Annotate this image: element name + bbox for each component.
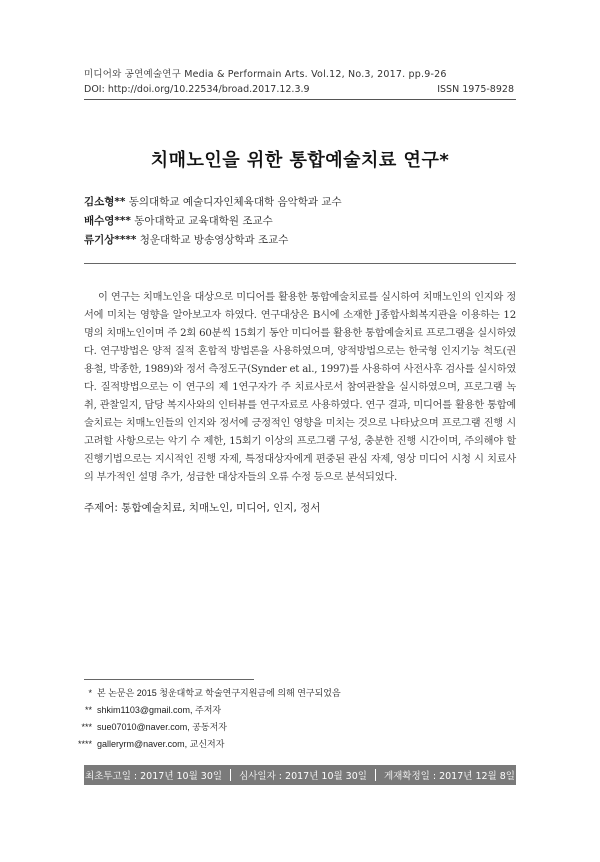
header-divider [84,99,516,100]
footnote [76,686,341,699]
footnote-mark: **** [77,739,92,749]
footnote-mark: * [88,688,92,698]
journal-header: 미디어와 공연예술연구 Media & Performain Arts. Vol.12, No.3, 2017. pp.9-26 [84,69,447,80]
footnote-divider [84,679,254,680]
footnote-text: 본 논문은 2015 청운대학교 학술연구지원금에 의해 연구되었음 [97,688,341,698]
section-divider [84,263,516,264]
author-line [84,232,288,247]
author-name: 배수영*** [84,215,131,227]
author-name: 김소형** [84,196,126,208]
author-line [84,213,273,228]
abstract-text: 이 연구는 치매노인을 대상으로 미디어를 활용한 통합예술치료를 실시하여 치매노인의 인지와 정서에 미치는 영향을 알아보고자 하였다. 연구대상은 B시에 소재한 J종합사회복지관을 이용하는 12명의 치매노인이며 주 2회 60분씩 15회기 동안 미디어를 활용한 통합예술치료 프로그램을 실시하였다. 연구방법은 양적 질적 혼합적 방법론을 사용하였으며, 양적방법으로는 한국형 인지기능 척도(권용철, 박종한, 1989)와 정서 측정도구(Synder et al., 1997)를 사용하여 사전사후 검사를 실시하였다. 질적방법으로는 이 연구의 제 1연구자가 주 치료사로서 참여관찰을 실시하였으며, 프로그램 녹취, 관찰일지, 담당 복지사와의 인터뷰를 연구자료로 사용하였다. 연구 결과, 미디어를 활용한 통합예술치료는 치매노인들의 인지와 정서에 긍정적인 영향을 미치는 것으로 나타났으며 프로그램 진행 시 고려할 사항으로는 악기 수 제한, 15회기 이상의 프로그램 구성, 충분한 진행 시간이며, 주의해야 할 진행기법으로는 지시적인 진행 자제, 특정대상자에게 편중된 관심 자제, 영상 미디어 시청 시 치료사의 부가적인 설명 추가, 성급한 대상자들의 오류 수정 등으로 분석되었다. [84,292,516,483]
received-date: 최초투고일 : 2017년 10월 30일 [85,771,223,782]
footnote-mark: ** [84,705,92,715]
footnote [76,720,227,733]
dates-bar [84,765,516,785]
date-separator [375,769,376,781]
footnote-text: sue07010@naver.com, 공동저자 [97,722,227,732]
doi-link[interactable]: DOI: http://doi.org/10.22534/broad.2017.12.3.9 [84,84,310,95]
review-date: 심사일자 : 2017년 10월 30일 [239,771,367,782]
paper-title: 치매노인을 위한 통합예술치료 연구* [150,150,450,171]
author-affiliation: 동의대학교 예술디자인체육대학 음악학과 교수 [128,196,342,208]
accepted-date: 게재확정일 : 2017년 12월 8일 [383,771,515,782]
footnote-text: shkim1103@gmail.com, 주저자 [97,705,222,715]
footnote [76,703,221,716]
footnote [76,737,224,750]
footnote-text: galleryrm@naver.com, 교신저자 [97,739,225,749]
author-name: 류기상**** [84,234,137,246]
issn-label: ISSN 1975-8928 [437,84,514,95]
author-affiliation: 청운대학교 방송영상학과 조교수 [139,234,289,246]
author-affiliation: 동아대학교 교육대학원 조교수 [134,215,273,227]
author-line [84,194,342,209]
date-separator [230,769,231,781]
keywords: 주제어: 통합예술치료, 치매노인, 미디어, 인지, 정서 [84,502,321,514]
footnote-mark: *** [81,722,92,732]
